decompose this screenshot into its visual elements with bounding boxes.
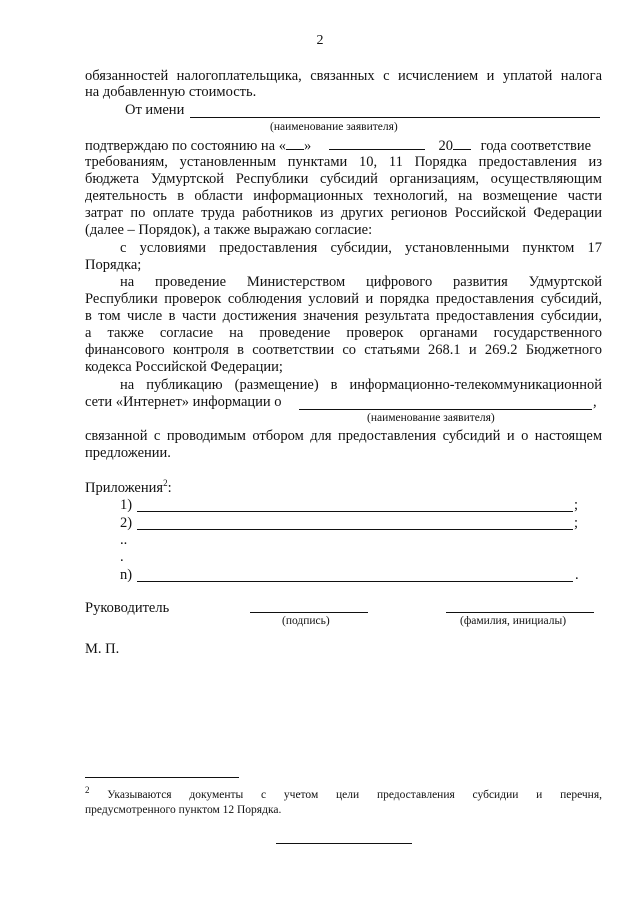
consent-2-line-5: финансового контроля в соответствии со статьями 268.1 и 269.2 Бюджетного [85,342,602,358]
attachment-end-5: . [575,567,579,583]
attachments-title-colon: : [167,480,172,496]
footnote-text-1: Указываются документы с учетом цели предоставления субсидии и перечня, [107,789,603,801]
consent-3-line-2-prefix: сети «Интернет» информации о [85,394,282,410]
from-name-label: От имени [125,102,185,118]
page-number: 2 [316,33,324,48]
consent-1-line-1: с условиями предоставления субсидии, установленными пунктом 17 [120,240,602,256]
intro-line-1: обязанностей налогоплательщика, связанных с исчислением и уплатой налога [85,68,602,84]
consent-2-line-1: на проведение Министерством цифрового развития Удмуртской [120,274,602,290]
attachment-label-1: 1) [120,497,133,513]
consent-2-line-2: Республики проверок соблюдения условий и порядка предоставления субсидий, [85,291,602,307]
intro-line-2: на добавленную стоимость. [85,84,257,100]
consent-1-line-2: Порядка; [85,257,142,273]
applicant-caption-2: (наименование заявителя) [367,412,495,424]
confirm-part-1: подтверждаю по состоянию на « [85,138,286,154]
attachment-field-1 [137,511,573,512]
year-blank [453,137,471,150]
attachments-title-text: Приложения [85,480,164,496]
attachment-end-1: ; [574,497,579,513]
signature-field [250,612,368,613]
attachment-label-5: n) [120,567,133,583]
footnote-mark: 2 [85,785,90,796]
full-name-field [446,612,594,613]
consent-3-comma: , [593,394,597,410]
signature-caption: (подпись) [282,615,330,627]
attachment-field-2 [137,529,573,530]
body-line-1: требованиям, установленным пунктами 10, 11 Порядка предоставления из [85,154,602,170]
attachment-label-4: . [120,549,124,565]
end-rule [276,843,412,844]
confirm-part-2: » [304,138,312,154]
footnote-separator [85,777,239,778]
head-label: Руководитель [85,600,170,616]
attachment-field-5 [137,581,573,582]
body-line-4: затрат по оплате труда работников из других регионов Российской Федерации [85,205,602,221]
day-blank [286,137,304,150]
attachments-footnote-mark: 2 [163,478,168,489]
consent-2-line-4: а также согласие на проведение проверок органами государственного [85,325,602,341]
info-subject-field [299,409,592,410]
confirm-part-4: года соответствие [480,138,592,154]
applicant-name-field [190,117,600,118]
month-blank [329,137,425,150]
footnote-line-1 [85,785,603,802]
attachment-label-2: 2) [120,515,133,531]
full-name-caption: (фамилия, инициалы) [460,615,567,627]
consent-2-line-6: кодекса Российской Федерации; [85,359,283,375]
consent-3-tail-line-1: связанной с проводимым отбором для предоставления субсидий и о настоящем [85,428,602,444]
consent-3-line-1: на публикацию (размещение) в информационно-телекоммуникационной [120,377,602,393]
confirm-line [85,137,602,154]
attachments-title [85,480,172,496]
stamp-mark: М. П. [85,641,120,657]
consent-3-tail-line-2: предложении. [85,445,171,461]
consent-2-line-3: в том числе в части достижения значения результата предоставления субсидии, [85,308,602,324]
confirm-part-3: 20 [438,138,453,154]
attachment-label-3: .. [120,532,128,548]
body-line-5: (далее – Порядок), а также выражаю согласие: [85,222,373,238]
attachment-end-2: ; [574,515,579,531]
applicant-caption-1: (наименование заявителя) [270,121,398,133]
body-line-3: деятельность в области информационных технологий, на возмещение части [85,188,602,204]
footnote-line-2: предусмотренного пунктом 12 Порядка. [85,804,282,816]
body-line-2: бюджета Удмуртской Республики субсидий организациям, осуществляющим [85,171,602,187]
